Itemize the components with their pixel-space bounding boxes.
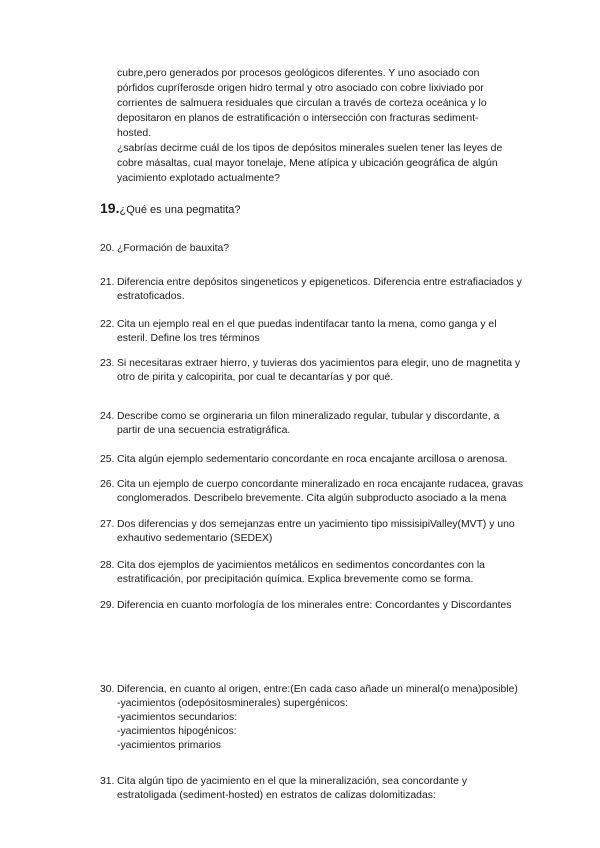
question-number: 29. bbox=[100, 600, 115, 611]
question-number: 19. bbox=[100, 200, 120, 216]
question-text: estratificación, por precipitación química. Explica brevemente como se forma. bbox=[117, 574, 474, 585]
question-text: estratoligada (sediment-hosted) en estratos de calizas dolomitizadas: bbox=[117, 790, 436, 801]
question-text: Describe como se orgineraria un filon mineralizado regular, tubular y discordante, a bbox=[117, 411, 500, 422]
question-subitem: -yacimientos (odepósitosminerales) supergénicos: bbox=[117, 698, 349, 709]
question-number: 23. bbox=[100, 358, 115, 369]
question-text: ¿Formación de bauxita? bbox=[117, 243, 230, 254]
question-number: 27. bbox=[100, 519, 115, 530]
question-text: Si necesitaras extraer hierro, y tuvieras dos yacimientos para elegir, uno de magnetita y bbox=[117, 358, 521, 369]
paragraph-line: cubre,pero generados por procesos geológicos diferentes. Y uno asociado con bbox=[117, 68, 480, 79]
question-text: Cita algún tipo de yacimiento en el que la mineralización, sea concordante y bbox=[117, 776, 468, 787]
question-19 bbox=[100, 201, 241, 218]
question-text: Cita algún ejemplo sedementario concordante en roca encajante arcillosa o arenosa. bbox=[117, 454, 508, 465]
question-number: 30. bbox=[100, 684, 115, 695]
question-number: 20. bbox=[100, 243, 115, 254]
question-number: 22. bbox=[100, 319, 115, 330]
question-text: esteril. Define los tres términos bbox=[117, 333, 260, 344]
paragraph-line: pórfidos cupríferosde origen hidro termal y otro asociado con cobre lixiviado por bbox=[117, 83, 484, 94]
question-text: otro de pirita y calcopirita, por cual te decantarías y por qué. bbox=[117, 372, 394, 383]
paragraph-line: yacimiento explotado actualmente? bbox=[117, 173, 280, 184]
question-text: exhautivo sedementario (SEDEX) bbox=[117, 533, 273, 544]
question-text: Dos diferencias y dos semejanzas entre un yacimiento tipo missisipiValley(MVT) y uno bbox=[117, 519, 515, 530]
question-subitem: -yacimientos primarios bbox=[117, 740, 221, 751]
paragraph-line: cobre másaltas, cual mayor tonelaje, Mene atípica y ubicación geográfica de algún bbox=[117, 158, 498, 169]
question-text: partir de una secuencia estratigráfica. bbox=[117, 425, 291, 436]
question-number: 26. bbox=[100, 479, 115, 490]
question-text: Diferencia entre depósitos singeneticos y epigeneticos. Diferencia entre estrafiaciados y bbox=[117, 277, 522, 288]
question-number: 28. bbox=[100, 560, 115, 571]
paragraph-line: corrientes de salmuera residuales que circulan a través de corteza oceánica y lo bbox=[117, 98, 487, 109]
question-subitem: -yacimientos secundarios: bbox=[117, 712, 238, 723]
question-text: Diferencia, en cuanto al origen, entre:(En cada caso añade un mineral(o mena)posible) bbox=[117, 684, 518, 695]
question-text: Diferencia en cuanto morfología de los minerales entre: Concordantes y Discordantes bbox=[117, 600, 512, 611]
question-subitem: -yacimientos hipogénicos: bbox=[117, 726, 237, 737]
paragraph-line: ¿sabrías decirme cuál de los tipos de depósitos minerales suelen tener las leyes de bbox=[117, 143, 503, 154]
question-text: conglomerados. Describelo brevemente. Cita algún subproducto asociado a la mena bbox=[117, 493, 507, 504]
question-number: 31. bbox=[100, 776, 115, 787]
question-text: Cita dos ejemplos de yacimientos metálicos en sedimentos concordantes con la bbox=[117, 560, 485, 571]
question-text: estratoficados. bbox=[117, 291, 185, 302]
paragraph-line: depositaron en planos de estratificación o intersección con fracturas sediment- bbox=[117, 113, 479, 124]
question-text: Cita un ejemplo real en el que puedas indentifacar tanto la mena, como ganga y el bbox=[117, 319, 497, 330]
question-number: 21. bbox=[100, 277, 115, 288]
paragraph-line: hosted. bbox=[117, 128, 152, 139]
question-text: ¿Qué es una pegmatita? bbox=[119, 204, 241, 216]
question-number: 25. bbox=[100, 454, 115, 465]
question-number: 24. bbox=[100, 411, 115, 422]
question-text: Cita un ejemplo de cuerpo concordante mineralizado en roca encajante rudacea, gravas bbox=[117, 479, 524, 490]
